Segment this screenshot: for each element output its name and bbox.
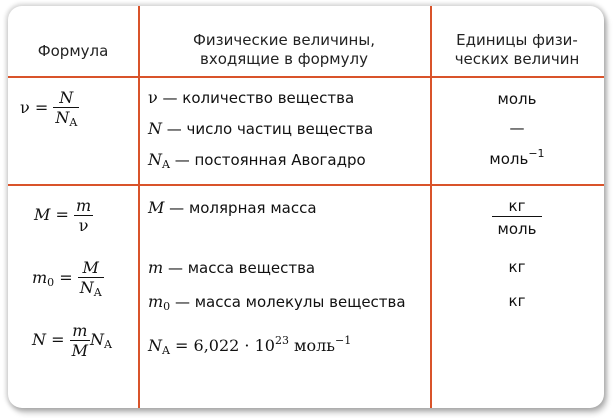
quantity-row: ν — количество вещества — [148, 88, 355, 107]
unit-cell: моль$^{-1}$ — [489, 147, 545, 168]
formula-molar-mass: M = $\frac{m}{\nu}$ — [34, 196, 92, 235]
header-formula: Формула — [37, 42, 109, 60]
header-units: Единицы физи- ческих величин — [454, 31, 580, 68]
unit-cell: кг — [508, 258, 526, 276]
header-quantities: Физические величины, входящие в формулу — [193, 31, 375, 68]
table-card — [8, 6, 604, 408]
unit-cell: моль — [497, 90, 537, 108]
formula-molecule-mass: m0 = $\frac{M}{NA}$ — [32, 258, 102, 299]
unit-cell: — — [509, 119, 525, 137]
avogadro-constant-value: NA = $6,022 \cdot 10^{23}$ моль$^{-1}$ — [148, 334, 352, 357]
quantity-row: M — молярная масса — [148, 198, 317, 217]
unit-cell: $\frac{кг}{\text{моль}}$ — [442, 197, 592, 239]
quantity-row: $N_A$ — постоянная Авогадро — [148, 150, 366, 171]
quantity-row: $m_0$ — масса молекулы вещества — [148, 292, 406, 313]
unit-cell: кг — [508, 292, 526, 310]
formula-number-of-particles: N = $\frac{m}{M}$ NA — [32, 321, 112, 360]
group-divider — [8, 184, 604, 186]
quantity-row: m — масса вещества — [148, 258, 316, 277]
header-divider — [8, 76, 604, 78]
quantity-row: N — число частиц вещества — [148, 119, 374, 138]
formula-amount-of-substance: ν = $\frac{N}{NA}$ — [20, 88, 78, 129]
